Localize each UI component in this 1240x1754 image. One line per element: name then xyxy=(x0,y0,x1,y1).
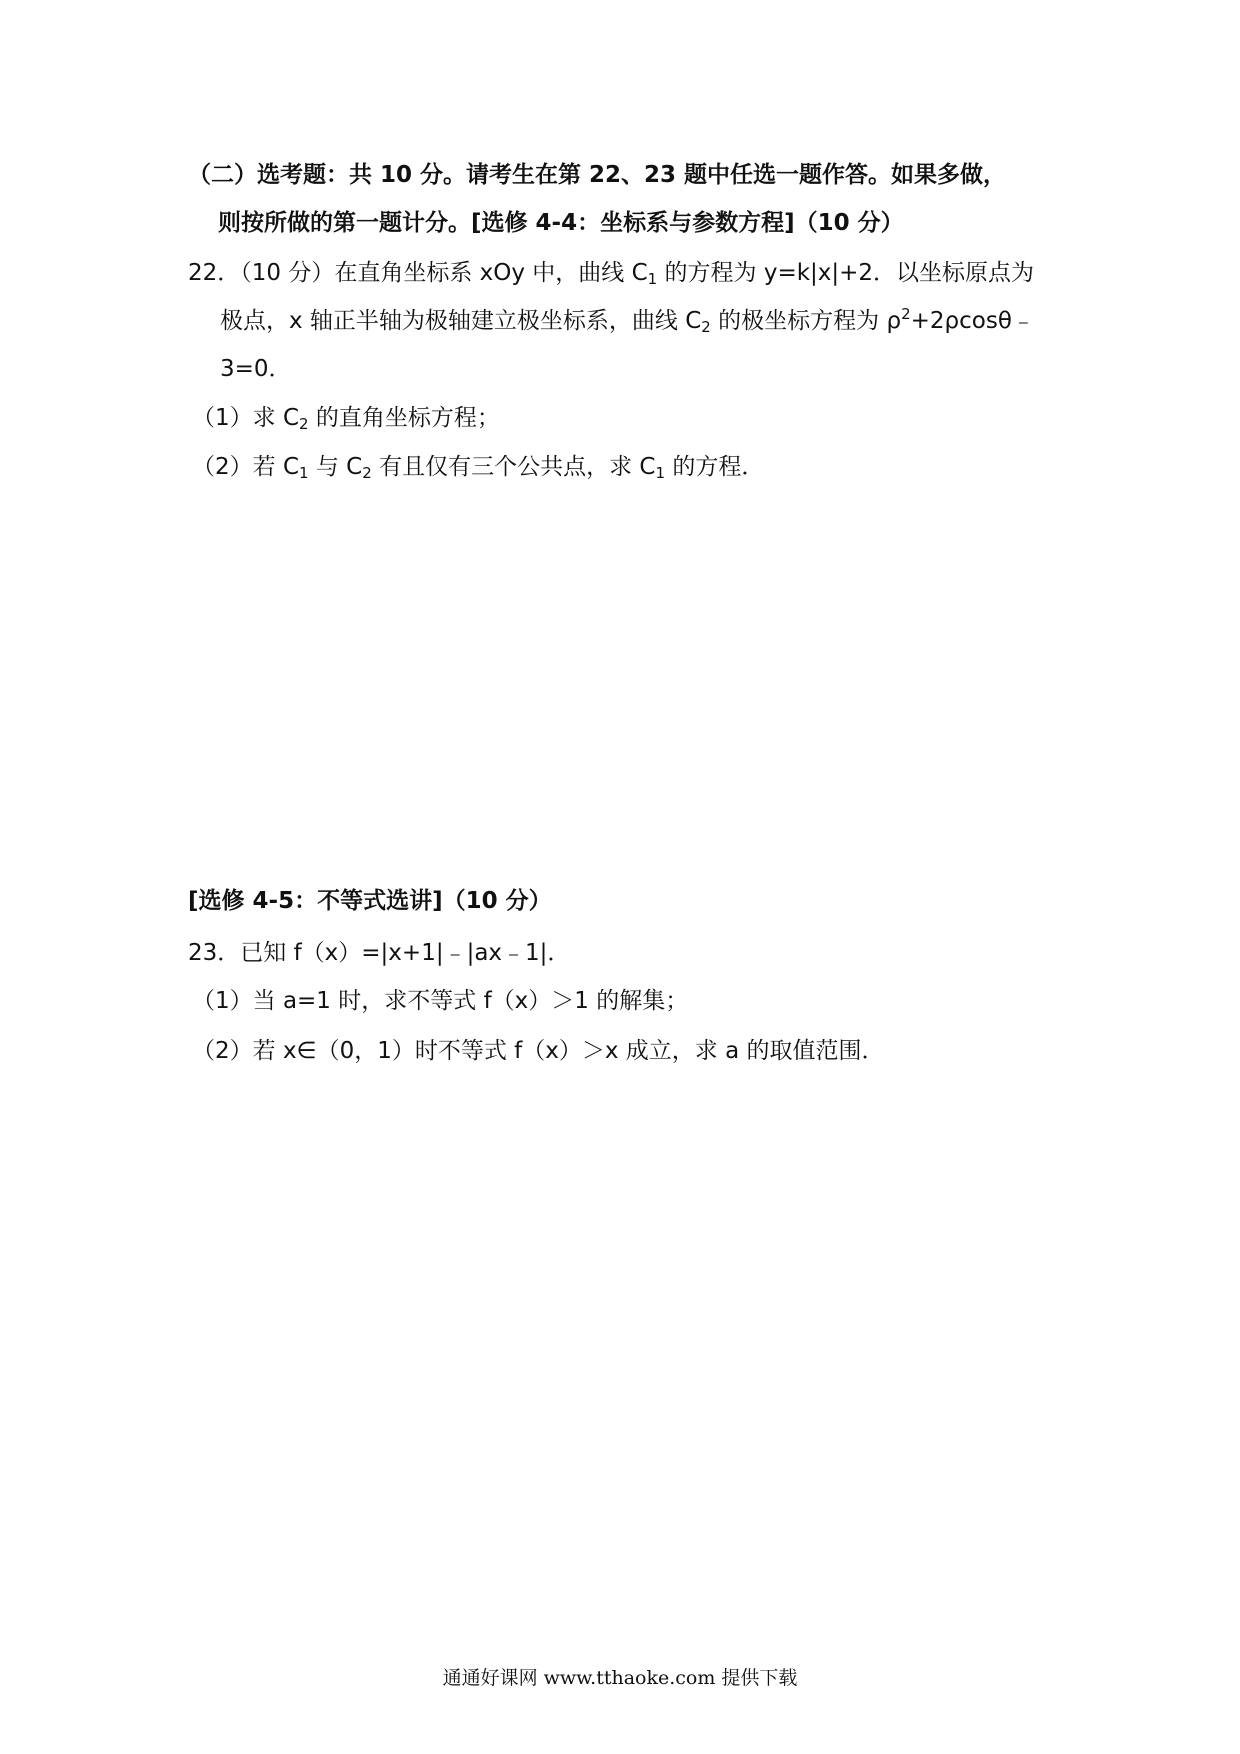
section-45-header xyxy=(188,886,552,916)
q23-part2 xyxy=(192,1036,885,1066)
optional-section-header-line2 xyxy=(218,208,904,238)
subscript: 2 xyxy=(299,415,309,433)
subscript: 2 xyxy=(362,464,372,482)
section-45-header-text: [选修 4-5：不等式选讲]（10 分） xyxy=(188,888,552,914)
q22-part2-text: 与 C xyxy=(308,454,363,480)
q22-part2 xyxy=(192,452,764,482)
q23-part1-text: （1）当 a=1 时，求不等式 f（x）＞1 的解集； xyxy=(192,988,689,1014)
q22-stem-line1 xyxy=(188,258,1034,288)
q22-text: 的极坐标方程为 ρ xyxy=(710,308,902,334)
q22-text: 22．（10 分）在直角坐标系 xOy 中，曲线 C xyxy=(188,260,648,286)
subscript: 2 xyxy=(701,318,711,336)
q22-text: 极点，x 轴正半轴为极轴建立极坐标系，曲线 C xyxy=(220,308,702,334)
q22-part1 xyxy=(192,403,500,433)
q22-stem-line2 xyxy=(220,306,1035,336)
q23-stem-text: 23．已知 f（x）=|x+1|﹣|ax﹣1|． xyxy=(188,940,571,966)
q22-part1-text: （1）求 C xyxy=(192,405,300,431)
optional-section-header-text-2: 则按所做的第一题计分。[选修 4-4：坐标系与参数方程]（10 分） xyxy=(218,210,904,236)
q22-text: 3=0． xyxy=(220,356,292,382)
q22-text: 的方程为 y=k|x|+2．以坐标原点为 xyxy=(657,260,1035,286)
subscript: 1 xyxy=(299,464,309,482)
optional-section-header-text-1: （二）选考题：共 10 分。请考生在第 22、23 题中任选一题作答。如果多做， xyxy=(188,162,1007,188)
q23-stem xyxy=(188,938,570,968)
footer-text: 通通好课网 www.tthaoke.com 提供下载 xyxy=(442,1667,798,1689)
q22-part2-text: （2）若 C xyxy=(192,454,300,480)
subscript: 1 xyxy=(655,464,666,482)
optional-section-header-line1 xyxy=(188,160,1006,190)
q22-stem-line3 xyxy=(220,354,292,384)
q22-text: +2ρcosθ﹣ xyxy=(910,308,1035,334)
q22-part2-text: 有且仅有三个公共点，求 C xyxy=(371,454,656,480)
q23-part1 xyxy=(192,986,688,1016)
page-footer xyxy=(0,1666,1240,1690)
superscript: 2 xyxy=(901,305,911,323)
q23-part2-text: （2）若 x∈（0，1）时不等式 f（x）＞x 成立，求 a 的取值范围． xyxy=(192,1038,885,1064)
q22-part2-text: 的方程． xyxy=(665,454,765,480)
q22-part1-text: 的直角坐标方程； xyxy=(308,405,500,431)
subscript: 1 xyxy=(647,270,658,288)
